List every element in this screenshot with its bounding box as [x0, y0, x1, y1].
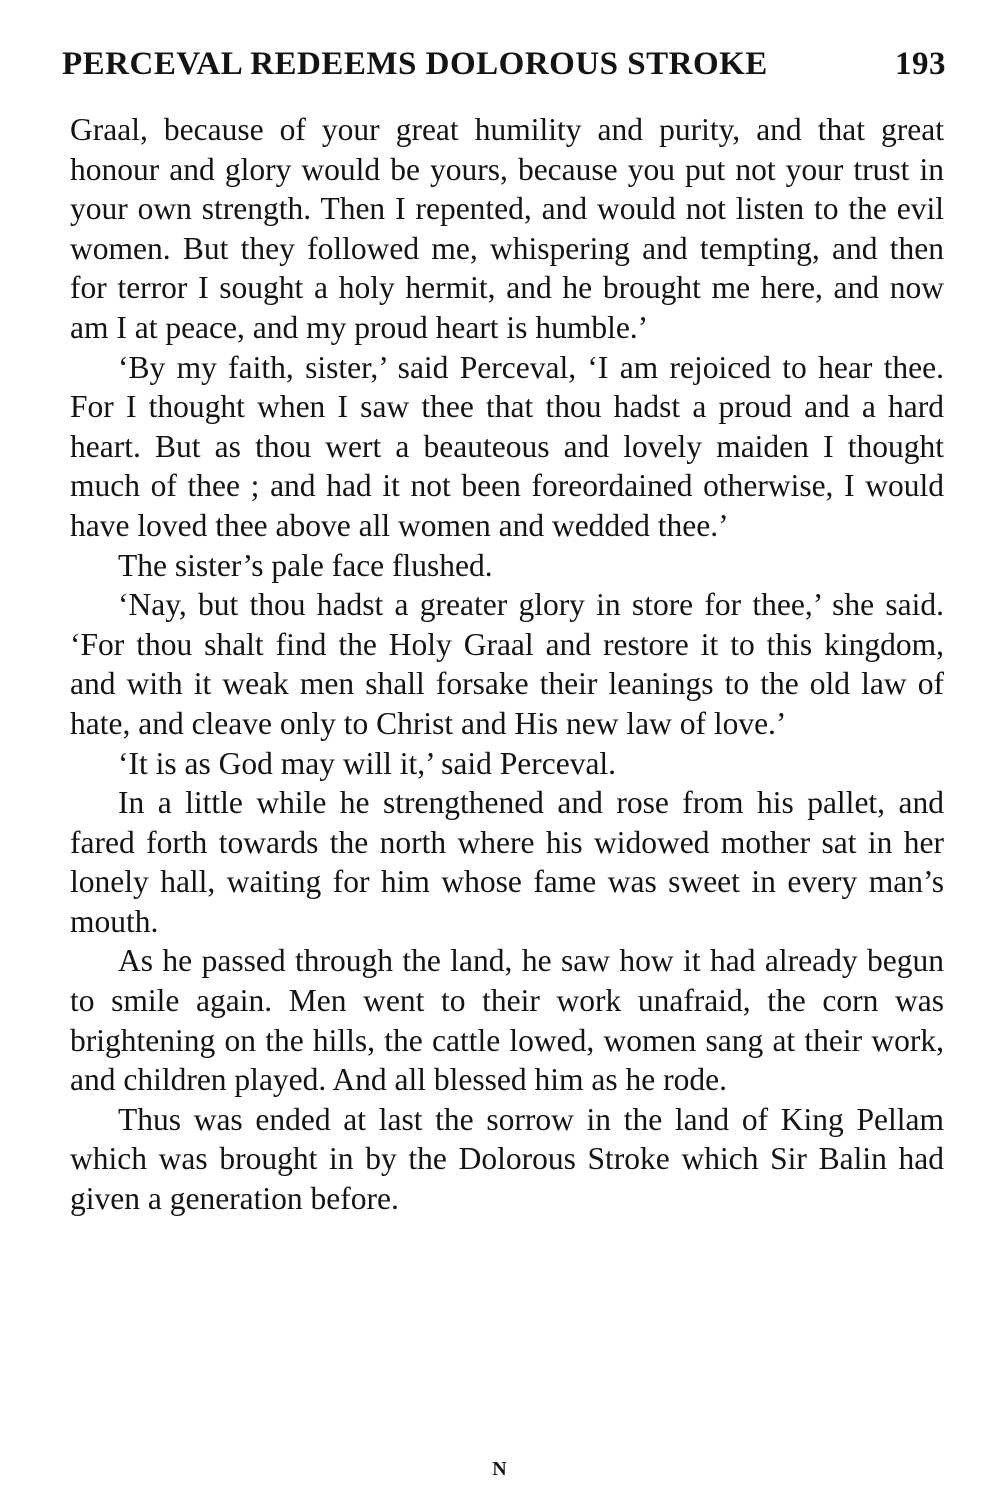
running-title: PERCEVAL REDEEMS DOLOROUS STROKE — [62, 46, 768, 82]
paragraph: ‘By my faith, sister,’ said Perceval, ‘I am rejoiced to hear thee. For I thought when I saw thee that thou hadst a proud and a hard heart. But as thou wert a beauteous and lovely maiden I thought much of thee ; and had it not been foreordained otherwise, I would have loved thee above all women and wedded thee.’ — [70, 349, 944, 543]
running-header — [62, 46, 946, 90]
paragraph: ‘It is as God may will it,’ said Perceval. — [118, 745, 617, 781]
paragraph: The sister’s pale face flushed. — [118, 547, 493, 583]
body-text — [70, 110, 944, 1219]
paragraph: Graal, because of your great humility and purity, and that great honour and glory would be yours, because you put not your trust in your own strength. Then I repented, and would not listen to the evil women. But they followed me, whispering and tempting, and then for terror I sought a holy hermit, and he brought me here, and now am I at peace, and my proud heart is humble.’ — [70, 112, 944, 345]
signature-mark: N — [492, 1458, 508, 1480]
paragraph: As he passed through the land, he saw how it had already begun to smile again. Men went to their work unafraid, the corn was brightening on the hills, the cattle lowed, women sang at their work, and children played. And all blessed him as he rode. — [70, 943, 944, 1098]
paragraph: In a little while he strengthened and rose from his pallet, and fared forth towards the north where his widowed mother sat in her lonely hall, waiting for him whose fame was sweet in every man’s mouth. — [70, 785, 944, 939]
paragraph: Thus was ended at last the sorrow in the land of King Pellam which was brought in by the Dolorous Stroke which Sir Balin had given a generation before. — [70, 1101, 944, 1217]
page-number: 193 — [895, 46, 946, 82]
paragraph: ‘Nay, but thou hadst a greater glory in store for thee,’ she said. ‘For thou shalt find the Holy Graal and restore it to this kingdom, and with it weak men shall forsake their leanings to the old law of hate, and cleave only to Christ and His new law of love.’ — [70, 587, 944, 741]
